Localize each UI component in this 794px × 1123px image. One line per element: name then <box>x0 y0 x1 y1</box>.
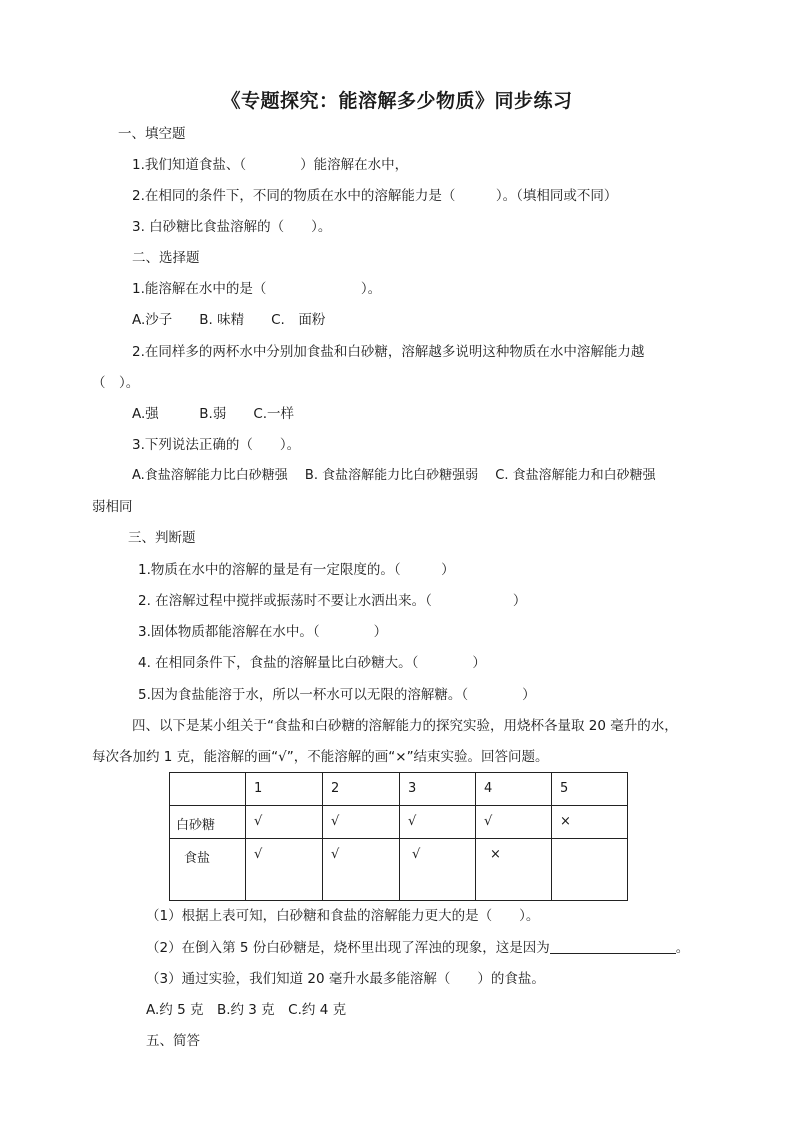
choice-question-2-options: A.强 B.弱 C.一样 <box>132 406 295 422</box>
table-header-row <box>170 773 628 806</box>
section-2-heading: 二、选择题 <box>132 250 200 266</box>
choice-question-3: 3.下列说法正确的（ ）。 <box>132 437 301 453</box>
table-cell: √ <box>476 806 552 839</box>
section-3-heading: 三、判断题 <box>128 530 196 546</box>
table-row <box>170 806 628 839</box>
table-cell: √ <box>400 839 476 901</box>
experiment-intro-line-1: 四、以下是某小组关于“食盐和白砂糖的溶解能力的探究实验，用烧杯各量取 20 毫升的水， <box>132 718 678 734</box>
table-cell: 5 <box>552 773 628 806</box>
table-row-label: 食盐 <box>170 839 246 901</box>
fill-question-2: 2.在相同的条件下，不同的物质在水中的溶解能力是（ ）。（填相同或不同） <box>132 188 618 204</box>
experiment-question-2 <box>146 939 689 957</box>
table-cell: √ <box>323 839 400 901</box>
judge-question-1: 1.物质在水中的溶解的量是有一定限度的。（ ） <box>138 562 455 578</box>
judge-question-4: 4. 在相同条件下，食盐的溶解量比白砂糖大。（ ） <box>138 655 486 671</box>
experiment-intro-line-2: 每次各加约 1 克，能溶解的画“√”，不能溶解的画“×”结束实验。回答问题。 <box>92 749 549 765</box>
table-cell: 1 <box>246 773 323 806</box>
choice-question-1-options: A.沙子 B. 味精 C. 面粉 <box>132 312 326 328</box>
choice-question-3-options-line-1: A.食盐溶解能力比白砂糖强 B. 食盐溶解能力比白砂糖强弱 C. 食盐溶解能力和白砂糖强 <box>132 468 656 483</box>
judge-question-3: 3.固体物质都能溶解在水中。（ ） <box>138 624 388 640</box>
fill-question-1: 1.我们知道食盐、（ ）能溶解在水中， <box>132 157 409 173</box>
judge-question-2: 2. 在溶解过程中搅拌或振荡时不要让水洒出来。（ ） <box>138 593 527 609</box>
table-cell: 3 <box>400 773 476 806</box>
answer-blank <box>550 939 676 954</box>
table-cell: × <box>552 806 628 839</box>
choice-question-2-line-2: （ ）。 <box>92 375 140 391</box>
experiment-question-2-text: （2）在倒入第 5 份白砂糖是，烧杯里出现了浑浊的现象，这是因为 <box>146 940 550 956</box>
table-row <box>170 839 628 901</box>
table-cell: √ <box>323 806 400 839</box>
table-cell: × <box>476 839 552 901</box>
table-cell <box>552 839 628 901</box>
choice-question-2-line-1: 2.在同样多的两杯水中分别加食盐和白砂糖，溶解越多说明这种物质在水中溶解能力越 <box>132 344 645 360</box>
table-cell: √ <box>400 806 476 839</box>
section-5-heading: 五、简答 <box>146 1033 200 1049</box>
choice-question-1: 1.能溶解在水中的是（ ）。 <box>132 281 382 297</box>
section-1-heading: 一、填空题 <box>118 126 186 142</box>
table-cell: 2 <box>323 773 400 806</box>
table-cell: √ <box>246 839 323 901</box>
page-title: 《专题探究：能溶解多少物质》同步练习 <box>221 90 573 112</box>
judge-question-5: 5.因为食盐能溶于水，所以一杯水可以无限的溶解糖。（ ） <box>138 687 536 703</box>
experiment-table <box>169 772 628 901</box>
experiment-question-2-end: 。 <box>675 940 690 956</box>
fill-question-3: 3. 白砂糖比食盐溶解的（ ）。 <box>132 219 332 235</box>
experiment-question-3-options: A.约 5 克 B.约 3 克 C.约 4 克 <box>146 1002 347 1018</box>
experiment-question-1: （1）根据上表可知，白砂糖和食盐的溶解能力更大的是（ ）。 <box>146 908 540 924</box>
experiment-question-3: （3）通过实验，我们知道 20 毫升水最多能溶解（ ）的食盐。 <box>146 971 545 987</box>
table-cell: √ <box>246 806 323 839</box>
table-cell <box>170 773 246 806</box>
table-row-label: 白砂糖 <box>170 806 246 839</box>
table-cell: 4 <box>476 773 552 806</box>
choice-question-3-options-line-2: 弱相同 <box>92 499 133 515</box>
